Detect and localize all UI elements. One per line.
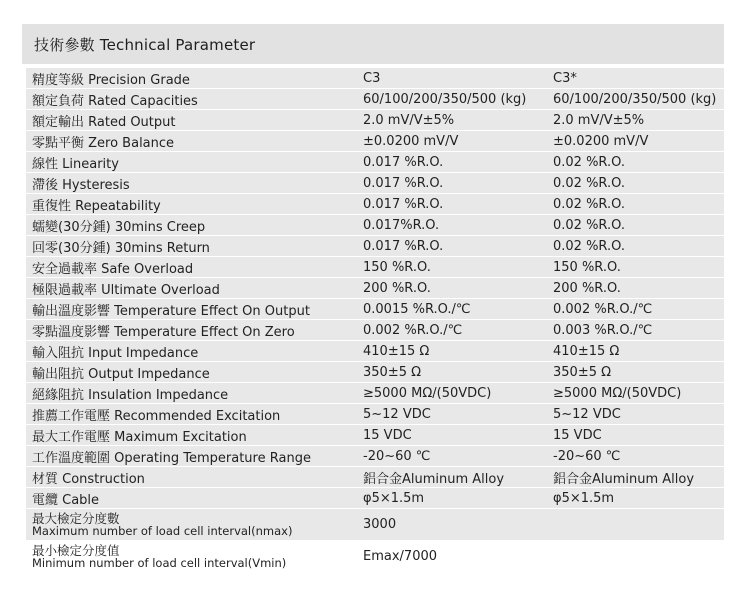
- c3star-value: 200 %R.O.: [553, 280, 621, 296]
- section-title: 技術參數 Technical Parameter: [34, 35, 256, 54]
- vmin-value: Emax/7000: [363, 549, 438, 564]
- nmax-label-en: Maximum number of load cell interval(nmax): [32, 523, 293, 538]
- parameter-label: 重復性 Repeatability: [32, 198, 161, 214]
- c3-value: 0.017 %R.O.: [363, 175, 444, 191]
- parameter-label: 輸出溫度影響 Temperature Effect On Output: [32, 303, 310, 319]
- nmax-value: 3000: [363, 517, 397, 532]
- table-row: [26, 257, 724, 278]
- table-row: [26, 194, 724, 215]
- c3-value: 0.017 %R.O.: [363, 196, 444, 212]
- c3-value: 150 %R.O.: [363, 259, 431, 275]
- table-row: [26, 131, 724, 152]
- c3star-value: -20~60 ℃: [553, 448, 621, 464]
- table-row: [26, 467, 724, 488]
- c3-value: 15 VDC: [363, 427, 412, 443]
- c3star-value: 0.02 %R.O.: [553, 154, 625, 170]
- parameter-label: [26, 512, 363, 538]
- table-row: [26, 68, 724, 89]
- parameter-label: 精度等級 Precision Grade: [32, 72, 190, 88]
- table-row: [26, 425, 724, 446]
- table-row: [26, 152, 724, 173]
- c3star-value: 2.0 mV/V±5%: [553, 112, 645, 128]
- c3star-value: 350±5 Ω: [553, 364, 612, 380]
- c3star-value: 0.02 %R.O.: [553, 217, 625, 233]
- vmin-label-en: Minimum number of load cell interval(Vmin): [32, 555, 287, 570]
- c3star-value: 0.02 %R.O.: [553, 238, 625, 254]
- parameter-label: 蠕變(30分鍾) 30mins Creep: [32, 219, 206, 235]
- c3-value: φ5×1.5m: [363, 490, 425, 506]
- c3star-value: 60/100/200/350/500 (kg): [553, 91, 717, 107]
- table-row: [26, 446, 724, 467]
- section-header: [22, 24, 724, 64]
- nmax-label-zh: 最大檢定分度數: [32, 511, 120, 526]
- table-row: [26, 215, 724, 236]
- c3star-value: ≥5000 MΩ/(50VDC): [553, 385, 682, 401]
- table-row: [26, 278, 724, 299]
- c3star-value: C3*: [553, 70, 577, 86]
- c3-value: 200 %R.O.: [363, 280, 431, 296]
- c3star-value: 0.002 %R.O./℃: [553, 301, 653, 317]
- parameter-label: 額定負荷 Rated Capacities: [32, 93, 198, 109]
- table-row: [26, 383, 724, 404]
- table-row: [26, 89, 724, 110]
- parameter-label: 最大工作電壓 Maximum Excitation: [32, 429, 247, 445]
- parameter-label: 推薦工作電壓 Recommended Excitation: [32, 408, 281, 424]
- c3-value: 5~12 VDC: [363, 406, 431, 422]
- table-row: [26, 341, 724, 362]
- c3star-value: 150 %R.O.: [553, 259, 621, 275]
- parameter-label: 電纜 Cable: [32, 492, 100, 508]
- parameter-label: 零點溫度影響 Temperature Effect On Zero: [32, 324, 295, 340]
- c3star-value: 15 VDC: [553, 427, 602, 443]
- c3-value: 0.017 %R.O.: [363, 238, 444, 254]
- c3-value: 0.017 %R.O.: [363, 154, 444, 170]
- c3-value: 60/100/200/350/500 (kg): [363, 91, 527, 107]
- parameter-label: 額定輸出 Rated Output: [32, 114, 176, 130]
- table-row: [26, 362, 724, 383]
- c3-value: ≥5000 MΩ/(50VDC): [363, 385, 492, 401]
- vmin-label-zh: 最小檢定分度值: [32, 543, 120, 558]
- c3-value: 350±5 Ω: [363, 364, 422, 380]
- parameter-label: 輸出阻抗 Output Impedance: [32, 366, 210, 382]
- c3-value: 0.002 %R.O./℃: [363, 322, 463, 338]
- parameter-label: 輸入阻抗 Input Impedance: [32, 345, 199, 361]
- c3-value: ±0.0200 mV/V: [363, 133, 459, 149]
- table-row-nmax: [26, 509, 724, 541]
- table-row: [26, 488, 724, 509]
- c3-value: 鋁合金Aluminum Alloy: [363, 471, 505, 487]
- c3-value: -20~60 ℃: [363, 448, 431, 464]
- parameter-label: 絕緣阻抗 Insulation Impedance: [32, 387, 229, 403]
- table-row: [26, 110, 724, 131]
- c3star-value: 410±15 Ω: [553, 343, 620, 359]
- table-row: [26, 320, 724, 341]
- parameter-label: 零點平衡 Zero Balance: [32, 135, 175, 151]
- c3star-value: 0.02 %R.O.: [553, 196, 625, 212]
- parameter-label: 工作溫度範圍 Operating Temperature Range: [32, 450, 311, 466]
- c3-value: C3: [363, 70, 381, 86]
- c3-value: 0.017%R.O.: [363, 217, 440, 233]
- parameter-label: 材質 Construction: [32, 471, 145, 487]
- parameter-label: 極限過載率 Ultimate Overload: [32, 282, 220, 298]
- c3-value: 0.0015 %R.O./℃: [363, 301, 471, 317]
- c3star-value: ±0.0200 mV/V: [553, 133, 649, 149]
- parameter-label: 安全過載率 Safe Overload: [32, 261, 194, 277]
- parameter-label: 回零(30分鍾) 30mins Return: [32, 240, 210, 256]
- c3star-value: 0.003 %R.O./℃: [553, 322, 653, 338]
- c3star-value: 5~12 VDC: [553, 406, 621, 422]
- table-row: [26, 236, 724, 257]
- table-row: [26, 173, 724, 194]
- parameter-label: 線性 Linearity: [32, 156, 119, 172]
- table-row: [26, 299, 724, 320]
- c3-value: 2.0 mV/V±5%: [363, 112, 455, 128]
- parameter-label: [26, 544, 363, 570]
- parameter-table: [26, 68, 724, 573]
- c3star-value: 0.02 %R.O.: [553, 175, 625, 191]
- table-row: [26, 404, 724, 425]
- parameter-label: 滯後 Hysteresis: [32, 177, 130, 193]
- c3star-value: 鋁合金Aluminum Alloy: [553, 471, 695, 487]
- c3star-value: φ5×1.5m: [553, 490, 615, 506]
- c3-value: 410±15 Ω: [363, 343, 430, 359]
- table-row-vmin: [26, 541, 724, 573]
